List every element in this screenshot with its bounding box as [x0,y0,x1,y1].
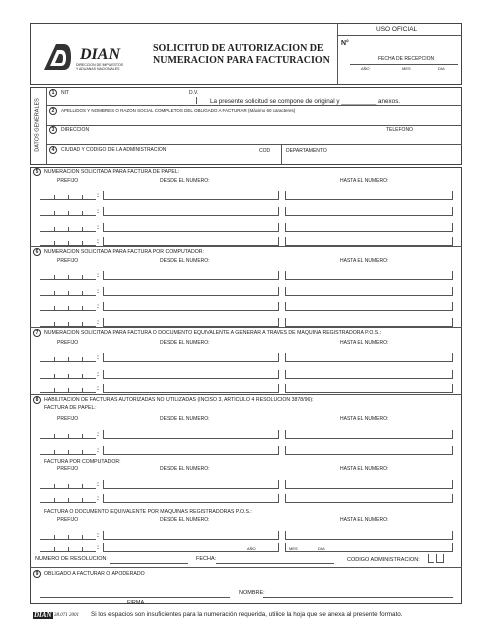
prefijo-field[interactable] [40,372,96,379]
section-number-5: 5 [33,168,41,176]
desde-numero-field[interactable] [103,370,279,379]
logo-sub1: DIRECCION DE IMPUESTOS [76,63,123,67]
separator-colon: : [97,386,99,392]
nombre-label: NOMBRE: [239,590,265,596]
ano-label: AÑO [361,66,370,71]
cod-divider [281,145,282,165]
hasta-numero-field[interactable] [285,446,453,455]
separator-colon: : [97,372,99,378]
desde-numero-field[interactable] [103,494,279,503]
desde-numero-field[interactable] [103,318,279,327]
row1-line [46,105,462,106]
hasta-numero-field[interactable] [285,318,453,327]
sec7-title: NUMERACION SOLICITADA PARA FACTURA O DOCUMENTO EQUIVALENTE A GENERAR A TRAVES DE MAQUINA REGISTRADORA P.O.S.: [44,330,382,336]
prefijo-field[interactable] [40,273,96,280]
hasta-col-header: HASTA EL NUMERO: [340,416,389,422]
form-title-line1: SOLICITUD DE AUTORIZACION DE [153,43,324,54]
prefijo-field[interactable] [40,386,96,393]
separator-colon: : [97,320,99,326]
datos-side-divider [46,87,47,165]
desde-numero-field[interactable] [103,271,279,280]
logo-name: DIAN [80,46,121,63]
cod-label: COD [259,148,271,154]
hasta-numero-field[interactable] [285,353,453,362]
desde-col-header: DESDE EL NUMERO: [160,517,210,523]
separator-colon: : [97,432,99,438]
prefijo-col-header: PREFIJO [57,340,79,346]
hasta-numero-field[interactable] [285,191,453,200]
sec8-9-divider [30,567,462,568]
prefijo-field[interactable] [40,289,96,296]
mes-label: MES [402,66,411,71]
sec5-title: NUMERACION SOLICITADA PARA FACTURA DE PAPEL: [44,169,180,175]
hasta-col-header: HASTA EL NUMERO: [340,340,389,346]
separator-colon: : [97,289,99,295]
prefijo-field[interactable] [40,482,96,489]
section-number-7: 7 [33,329,41,337]
desde-numero-field[interactable] [103,302,279,311]
ciudad-label: CIUDAD Y CODIGO DE LA ADMINISTRACION [61,147,167,153]
prefijo-field[interactable] [40,545,96,552]
separator-colon: : [97,533,99,539]
nombre-line[interactable] [263,597,453,598]
section-number-9: 9 [33,570,41,578]
section-number-8: 8 [33,396,41,404]
dv-label: D.V. [189,90,199,96]
fecha-mes-label: MES [289,546,298,551]
hasta-numero-field[interactable] [285,384,453,393]
hasta-col-header: HASTA EL NUMERO: [340,517,389,523]
sec7-8-divider [30,394,462,395]
hasta-numero-field[interactable] [285,223,453,232]
dv-divider [196,97,197,104]
fecha-label: FECHA: [196,556,217,562]
separator-colon: : [97,304,99,310]
separator-colon: : [97,545,99,551]
separator-colon: : [97,193,99,199]
footer-logo: DIAN [34,611,52,619]
hasta-numero-field[interactable] [285,480,453,489]
apellidos-field[interactable] [58,116,458,124]
desde-numero-field[interactable] [103,287,279,296]
uso-oficial-divider [337,35,462,36]
firma-label: FIRMA [127,600,145,606]
desde-numero-field[interactable] [103,430,279,439]
prefijo-col-header: PREFIJO [57,466,79,472]
prefijo-col-header: PREFIJO [57,416,79,422]
hasta-numero-field[interactable] [285,237,453,246]
desde-numero-field[interactable] [103,480,279,489]
hasta-numero-field[interactable] [285,543,453,552]
desde-col-header: DESDE EL NUMERO: [160,416,210,422]
separator-colon: : [97,209,99,215]
fecha-line[interactable] [216,563,334,564]
prefijo-field[interactable] [40,533,96,540]
logo-sub2: Y ADUANAS NACIONALES [76,67,120,71]
prefijo-col-header: PREFIJO [57,178,79,184]
hasta-col-header: HASTA EL NUMERO: [340,178,389,184]
desde-numero-field[interactable] [103,446,279,455]
sec8-pos-label: FACTURA O DOCUMENTO EQUIVALENTE POR MAQUINAS REGISTRADORAS P.O.S.: [44,509,252,515]
separator-colon: : [97,448,99,454]
codigo-admin-box-1[interactable] [428,554,434,563]
prefijo-col-header: PREFIJO [57,517,79,523]
footer-note: Si los espacios son insuficientes para la numeración requerida, utilice la hoja que se anexa al presente formato. [91,611,403,618]
desde-numero-field[interactable] [103,384,279,393]
desde-numero-field[interactable] [103,223,279,232]
field-number-4: 4 [49,146,57,154]
field-number-2: 2 [49,107,57,115]
departamento-label: DEPARTAMENTO [286,148,327,154]
compone-text: La presente solicitud se compone de original y __________ anexos. [210,98,401,105]
separator-colon: : [97,239,99,245]
codigo-admin-label: CODIGO ADMINISTRACION: [347,557,420,563]
hasta-col-header: HASTA EL NUMERO: [340,466,389,472]
separator-colon: : [97,355,99,361]
prefijo-field[interactable] [40,304,96,311]
hasta-numero-field[interactable] [285,207,453,216]
hasta-col-header: HASTA EL NUMERO: [340,258,389,264]
desde-numero-field[interactable] [103,353,279,362]
separator-colon: : [97,225,99,231]
separator-colon: : [97,496,99,502]
sec6-title: NUMERACION SOLICITADA PARA FACTURA POR COMPUTADOR: [44,249,204,255]
desde-numero-field[interactable] [103,191,279,200]
sec5-6-divider [30,246,462,247]
prefijo-field[interactable] [40,209,96,216]
numero-resolucion-label: NUMERO DE RESOLUCION [35,556,107,562]
dia-label: DIA [438,66,445,71]
hasta-numero-field[interactable] [285,430,453,439]
desde-col-header: DESDE EL NUMERO: [160,178,210,184]
desde-numero-field[interactable] [103,237,279,246]
fecha-dia-label: DIA [318,546,325,551]
prefijo-field[interactable] [40,496,96,503]
prefijo-field[interactable] [40,355,96,362]
datos-generales-side-label: DATOS GENERALES [34,98,41,152]
hasta-numero-field[interactable] [285,370,453,379]
sec8-computador-label: FACTURA POR COMPUTADOR: [44,459,121,465]
sec8-papel-label: FACTURA DE PAPEL: [44,405,96,411]
nit-label: NIT [61,90,70,96]
row3-line [46,144,462,145]
fecha-recepcion-label: FECHA DE RECEPCION [378,56,435,62]
desde-col-header: DESDE EL NUMERO: [160,340,210,346]
prefijo-field[interactable] [40,320,96,327]
codigo-admin-box-2[interactable] [436,554,444,563]
form-title-line2: NUMERACION PARA FACTURACION [153,55,330,66]
numero-resolucion-line[interactable] [110,563,188,564]
field-number-3: 3 [49,126,57,134]
hasta-numero-field[interactable] [285,531,453,540]
row2-line [46,125,462,126]
uso-oficial-label: USO OFICIAL [376,26,418,33]
prefijo-field[interactable] [40,239,96,246]
desde-col-header: DESDE EL NUMERO: [160,258,210,264]
hasta-numero-field[interactable] [285,302,453,311]
sec9-title: OBLIGADO A FACTURAR O APODERADO [44,571,145,577]
prefijo-field[interactable] [40,432,96,439]
fecha-ano-label: AÑO [247,546,256,551]
desde-numero-field[interactable] [103,207,279,216]
prefijo-field[interactable] [40,448,96,455]
dian-logo [42,42,72,72]
footer-form-code: 38.071 2001 [54,613,79,618]
direccion-label: DIRECCION [61,127,90,133]
firma-line[interactable] [40,597,230,598]
desde-numero-field[interactable] [103,531,279,540]
separator-colon: : [97,273,99,279]
number-label: N° [341,40,349,47]
sec6-7-divider [30,327,462,328]
apellidos-label: APELLIDOS Y NOMBRES O RAZON SOCIAL COMPLETOS DEL OBLIGADO A FACTURAR (Máximo 60 caracteres) [61,108,296,113]
field-number-1: 1 [49,89,57,97]
desde-col-header: DESDE EL NUMERO: [160,466,210,472]
prefijo-col-header: PREFIJO [57,258,79,264]
prefijo-field[interactable] [40,225,96,232]
separator-colon: : [97,482,99,488]
hasta-numero-field[interactable] [285,494,453,503]
prefijo-field[interactable] [40,193,96,200]
hasta-numero-field[interactable] [285,271,453,280]
telefono-label: TELEFONO [386,127,413,133]
section-number-6: 6 [33,248,41,256]
sec8-title: HABILITACION DE FACTURAS AUTORIZADAS NO UTILIZADAS (INCISO 3, ARTICULO 4 RESOLUCION 3878/96): [44,397,314,403]
header-divider [337,23,338,85]
hasta-numero-field[interactable] [285,287,453,296]
fecha-recepcion-line [350,64,458,65]
